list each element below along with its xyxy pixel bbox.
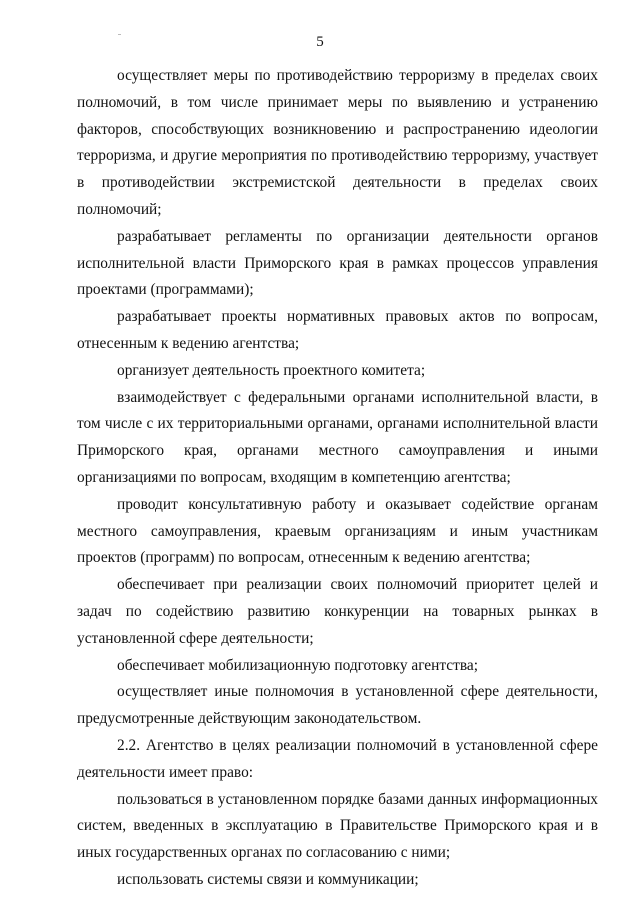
paragraph-project-committee: организует деятельность проектного комитета; bbox=[117, 361, 426, 379]
paragraph-section-2-2: 2.2. Агентство в целях реализации полномочий в установленной сфере деятельности имеет право: bbox=[77, 736, 598, 781]
page-number: 5 bbox=[316, 34, 324, 50]
paragraph-counter-terrorism: осуществляет меры по противодействию терроризму в пределах своих полномочий, в том числе принимает меры по выявлению и устранению факторов, способствующих возникновению и распространению идеологии терроризма, и другие мероприятия по противодействию терроризму, участвует в противодействии экстремистской деятельности в пределах своих полномочий; bbox=[77, 67, 598, 218]
paragraph-competition: обеспечивает при реализации своих полномочий приоритет целей и задач по содействию развитию конкуренции на товарных рынках в установленной сфере деятельности; bbox=[77, 576, 598, 647]
paragraph-communications: использовать системы связи и коммуникации; bbox=[117, 870, 419, 888]
paragraph-regulations: разрабатывает регламенты по организации деятельности органов исполнительной власти Приморского края в рамках процессов управления проектами (программами); bbox=[77, 227, 598, 299]
paragraph-draft-acts: разрабатывает проекты нормативных правовых актов по вопросам, отнесенным к ведению агентства; bbox=[77, 308, 598, 352]
paragraph-other-powers: осуществляет иные полномочия в установленной сфере деятельности, предусмотренные действующим законодательством. bbox=[77, 683, 598, 728]
paragraph-interaction: взаимодействует с федеральными органами исполнительной власти, в том числе с их территориальными органами, органами исполнительной власти Приморского края, органами местного самоуправления и иными организациями по вопросам, входящим в компетенцию агентства; bbox=[77, 388, 598, 486]
document-body bbox=[77, 63, 598, 894]
paragraph-consulting: проводит консультативную работу и оказывает содействие органам местного самоуправления, краевым организациям и иным участникам проектов (программ) по вопросам, отнесенным к ведению агентства; bbox=[77, 495, 598, 567]
paragraph-mobilization: обеспечивает мобилизационную подготовку агентства; bbox=[117, 656, 479, 674]
paragraph-databases: пользоваться в установленном порядке базами данных информационных систем, введенных в эксплуатацию в Правительстве Приморского края и в иных государственных органах по согласованию с ними; bbox=[77, 790, 598, 862]
